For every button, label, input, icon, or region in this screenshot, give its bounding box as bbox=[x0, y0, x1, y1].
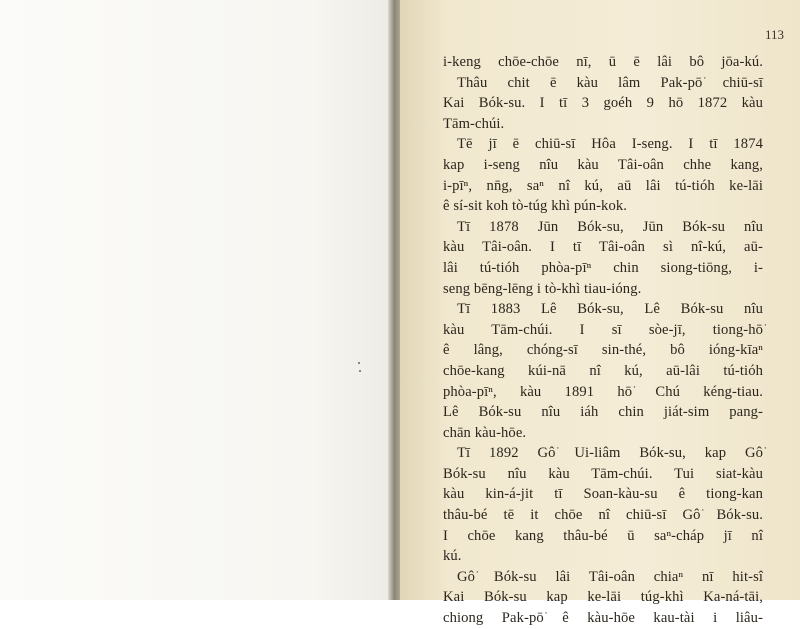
paper-speck bbox=[359, 370, 361, 372]
text-line: Gô͘ Bók-su lâi Tâi-oân chiaⁿ nī hit-sî bbox=[457, 568, 763, 585]
text-line: kàu kin-á-jit tī Soan-kàu-su ê tiong-kan bbox=[443, 486, 763, 503]
text-line: chān kàu-hōe. bbox=[443, 424, 527, 441]
text-line: kàu Tâi-oân. I tī Tâi-oân sì nî-kú, aū- bbox=[443, 239, 763, 256]
text-line: kú. bbox=[443, 548, 462, 565]
text-line: i-pīⁿ, nn̄g, saⁿ nî kú, aū lâi tú-tióh ke-lāi bbox=[443, 177, 763, 194]
text-line: chōe-kang kúi-nā nî kú, aū-lâi tú-tióh bbox=[443, 362, 763, 379]
text-line: seng bēng-lēng i tò-khì tiau-ióng. bbox=[443, 280, 642, 297]
paper-speck bbox=[358, 362, 360, 364]
text-line: chiong Pak-pō͘ ê kàu-hōe kau-tài i liâu- bbox=[443, 610, 763, 627]
text-line: kap i-seng nîu kàu Tâi-oân chhe kang, bbox=[443, 156, 763, 173]
text-line: I chōe kang thâu-bé ū saⁿ-cháp jī nî bbox=[443, 527, 763, 544]
text-line: lâi tú-tióh phòa-pīⁿ chin siong-tiōng, i- bbox=[443, 259, 763, 276]
text-line: Tī 1883 Lê Bók-su, Lê Bók-su nîu bbox=[457, 301, 763, 318]
text-line: ê lâng, chóng-sī sin-thé, bô ióng-kīaⁿ bbox=[443, 342, 763, 359]
left-page bbox=[0, 0, 392, 600]
text-line: thâu-bé tē it chōe nî chiū-sī Gô͘ Bók-su. bbox=[443, 507, 763, 524]
text-line: Tām-chúi. bbox=[443, 115, 505, 132]
text-line: phòa-pīⁿ, kàu 1891 hō͘ Chú kéng-tiau. bbox=[443, 383, 763, 400]
text-line: i-keng chōe-chōe nī, ū ē lâi bô jōa-kú. bbox=[443, 54, 763, 70]
text-line: Tī 1878 Jūn Bók-su, Jūn Bók-su nîu bbox=[457, 218, 763, 235]
text-line: Bók-su nîu kàu Tām-chúi. Tui siat-kàu bbox=[443, 465, 763, 482]
text-line: kàu Tām-chúi. I sī sòe-jī, tiong-hō͘ bbox=[443, 321, 763, 338]
page-number: 113 bbox=[764, 27, 784, 42]
text-line: Lê Bók-su nîu iáh chin jiát-sim pang- bbox=[443, 404, 763, 421]
text-line: Tē jī ē chiū-sī Hôa I-seng. I tī 1874 bbox=[457, 136, 763, 153]
text-line: Thâu chit ē kàu lâm Pak-pō͘ chiū-sī bbox=[457, 74, 763, 91]
text-line: ê sí-sit koh tò-túg khì pún-kok. bbox=[443, 198, 627, 215]
text-line: Kai Bók-su kap ke-lāi túg-khì Ka-ná-tāi, bbox=[443, 589, 763, 606]
page-text bbox=[443, 52, 763, 629]
text-line: Kai Bók-su. I tī 3 goéh 9 hō 1872 kàu bbox=[443, 95, 763, 112]
text-line: Tī 1892 Gô͘ Ui-liâm Bók-su, kap Gô͘ bbox=[457, 445, 763, 462]
